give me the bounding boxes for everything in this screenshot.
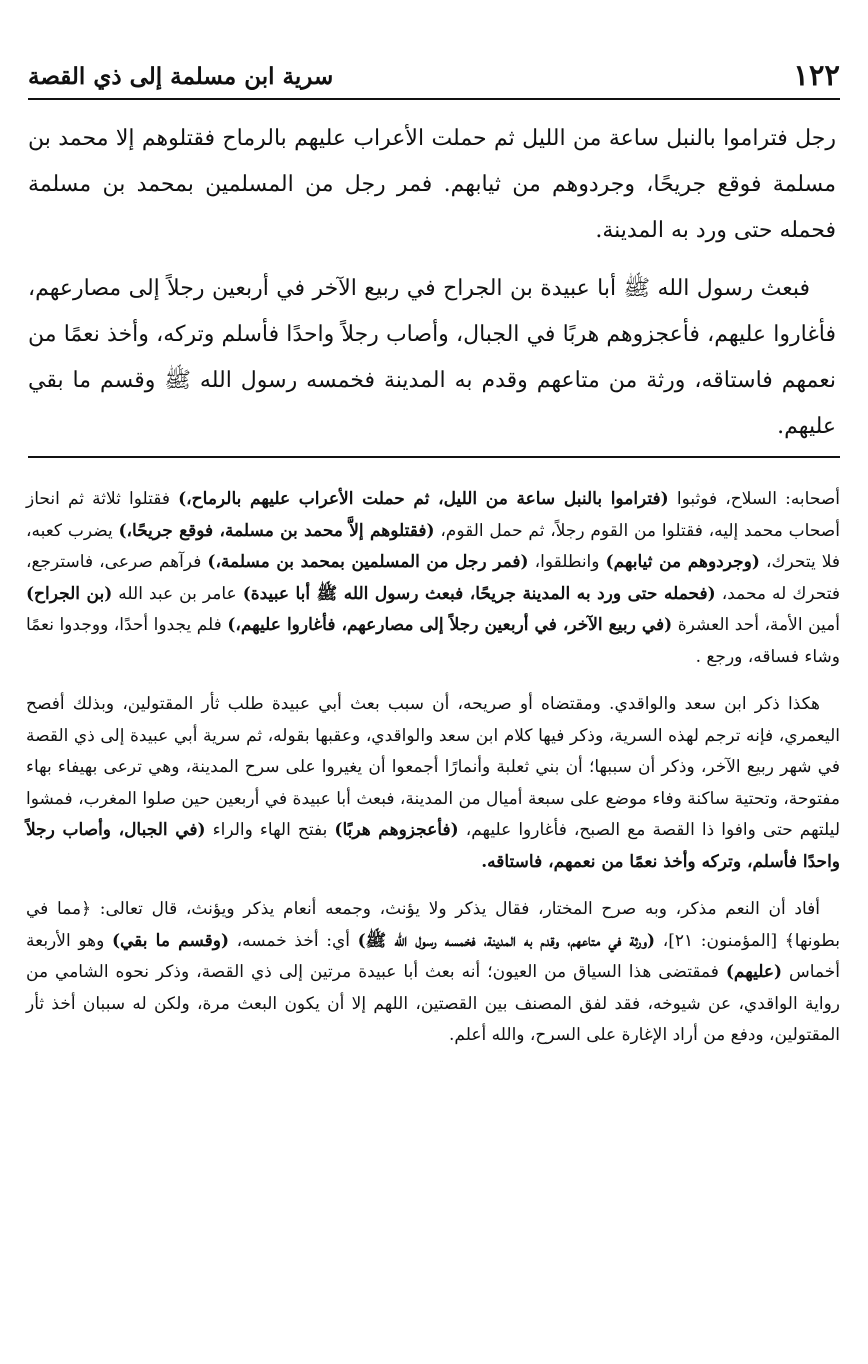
running-title: سرية ابن مسلمة إلى ذي القصة [28,63,334,90]
quoted-text: (في الجبال، وأصاب رجلاً واحدًا فأسلم، وتركه وأخذ نعمًا من نعمهم، فاستاقه. [26,820,840,872]
commentary-text: فرآهم صرعى، فاسترجع، فتحرك له محمد، [26,552,840,604]
quoted-text: (فقتلوهم إلاَّ محمد بن مسلمة، فوقع جريحًا،) [118,520,435,541]
page-number: ١٢٢ [793,58,840,92]
commentary-paragraph [26,894,840,1052]
commentary-paragraph [26,689,840,878]
quoted-text: (عليهم) [725,962,783,982]
commentary-text: أصحابه: السلاح، فوثبوا [668,489,840,509]
commentary-text: أفاد أن النعم مذكر، وبه صرح المختار، فقال يذكر ولا يؤنث، وجمعه أنعام يذكر ويؤنث، قال تعالى: ﴿مما في بطونها﴾ [المؤمنون: ٢١]، [26,899,840,951]
commentary-text: عامر بن عبد الله [112,583,243,604]
quoted-text: (في ربيع الآخر، في أربعين رجلاً إلى مصارعهم، فأغاروا عليهم،) [227,615,673,635]
quoted-text: (وجردوهم من ثيابهم) [605,552,760,572]
main-paragraph: رجل فتراموا بالنبل ساعة من الليل ثم حملت الأعراب عليهم بالرماح فقتلوهم إلا محمد بن مسلمة فوقع جريحًا، وجردوهم من ثيابهم. فمر رجل من المسلمين بمحمد بن مسلمة فحمله حتى ورد به المدينة. [28,126,836,243]
commentary [26,484,840,1068]
section-divider [28,456,840,458]
commentary-text: هكذا ذكر ابن سعد والواقدي. ومقتضاه أو صريحه، أن سبب بعث أبي عبيدة طلب ثأر المقتولين، وبذلك أفصح اليعمري، فإنه ترجم لهذه السرية، وذكر فيها كلام ابن سعد والواقدي، وعقبها بقوله، ثم سرية أبي عبيدة إلى ذي القصة في شهر ربيع الآخر، وذكر أن سببها؛ أن بني ثعلبة وأنمارًا أجمعوا أن يغيروا على سرح المدينة، وهي ترعى بهيفاء بهاء مفتوحة، وتحتية ساكنة وفاء موضع على سبعة أميال من المدينة، فبعث أبا عبيدة في أربعين حين صلوا المغرب، فمشوا ليلتهم حتى وافوا ذا القصة مع الصبح، فأغاروا عليهم، [26,694,840,840]
commentary-text: فمقتضى هذا السياق من العيون؛ أنه بعث أبا عبيدة مرتين إلى ذي القصة، وذكر نحوه الشامي من رواية الواقدي، عن شيوخه، فقد لفق المصنف بين القصتين، اللهم إلا أن يكون البعث مرة، ولكن له سببان أخذ ثأر المقتولين، ودفع من أراد الإغارة على السرح، والله أعلم. [26,962,840,1045]
quoted-text: (ورثة في متاعهم، وقدم به المدينة، فخمسه رسول الله ﷺ) [357,930,656,951]
commentary-text: وانطلقوا، [528,552,606,572]
quoted-text: (بن الجراح) [26,583,113,604]
quoted-text: (وقسم ما بقي) [111,930,229,951]
commentary-text: وهو الأربعة أخماس [26,930,840,982]
quoted-text: (فمر رجل من المسلمين بمحمد بن مسلمة،) [207,552,529,572]
quoted-text: (فحمله حتى ورد به المدينة جريحًا، فبعث رسول الله ﷺ أبا عبيدة) [242,583,716,604]
commentary-text: أمين الأمة، أحد العشرة [672,615,840,635]
commentary-text: يضرب كعبه، فلا يتحرك، [26,520,840,572]
main-paragraph: فبعث رسول الله ﷺ أبا عبيدة بن الجراح في ربيع الآخر في أربعين رجلاً إلى مصارعهم، فأغاروا عليهم، فأعجزوهم هربًا في الجبال، وأصاب رجلاً واحدًا فأسلم وتركه، وأخذ نعمًا من نعمهم فاستاقه، ورثة من متاعهم وقدم به المدينة فخمسه رسول الله ﷺ وقسم ما بقي عليهم. [28,276,836,439]
quoted-text: (فأعجزوهم هربًا) [334,820,459,840]
commentary-text: بفتح الهاء والراء [205,820,335,840]
commentary-text: فقتلوا ثلاثة ثم انحاز أصحاب محمد إليه، فقتلوا من القوم رجلاً، ثم حمل القوم، [26,489,840,541]
quoted-text: (فتراموا بالنبل ساعة من الليل، ثم حملت الأعراب عليهم بالرماح،) [178,489,669,509]
page-header [28,48,840,100]
commentary-paragraph [26,484,840,673]
main-text [28,116,836,462]
commentary-text: فلم يجدوا أحدًا، ووجدوا نعمًا وشاء فساقه، ورجع . [26,615,840,667]
commentary-text: أي: أخذ خمسه، [228,930,358,951]
